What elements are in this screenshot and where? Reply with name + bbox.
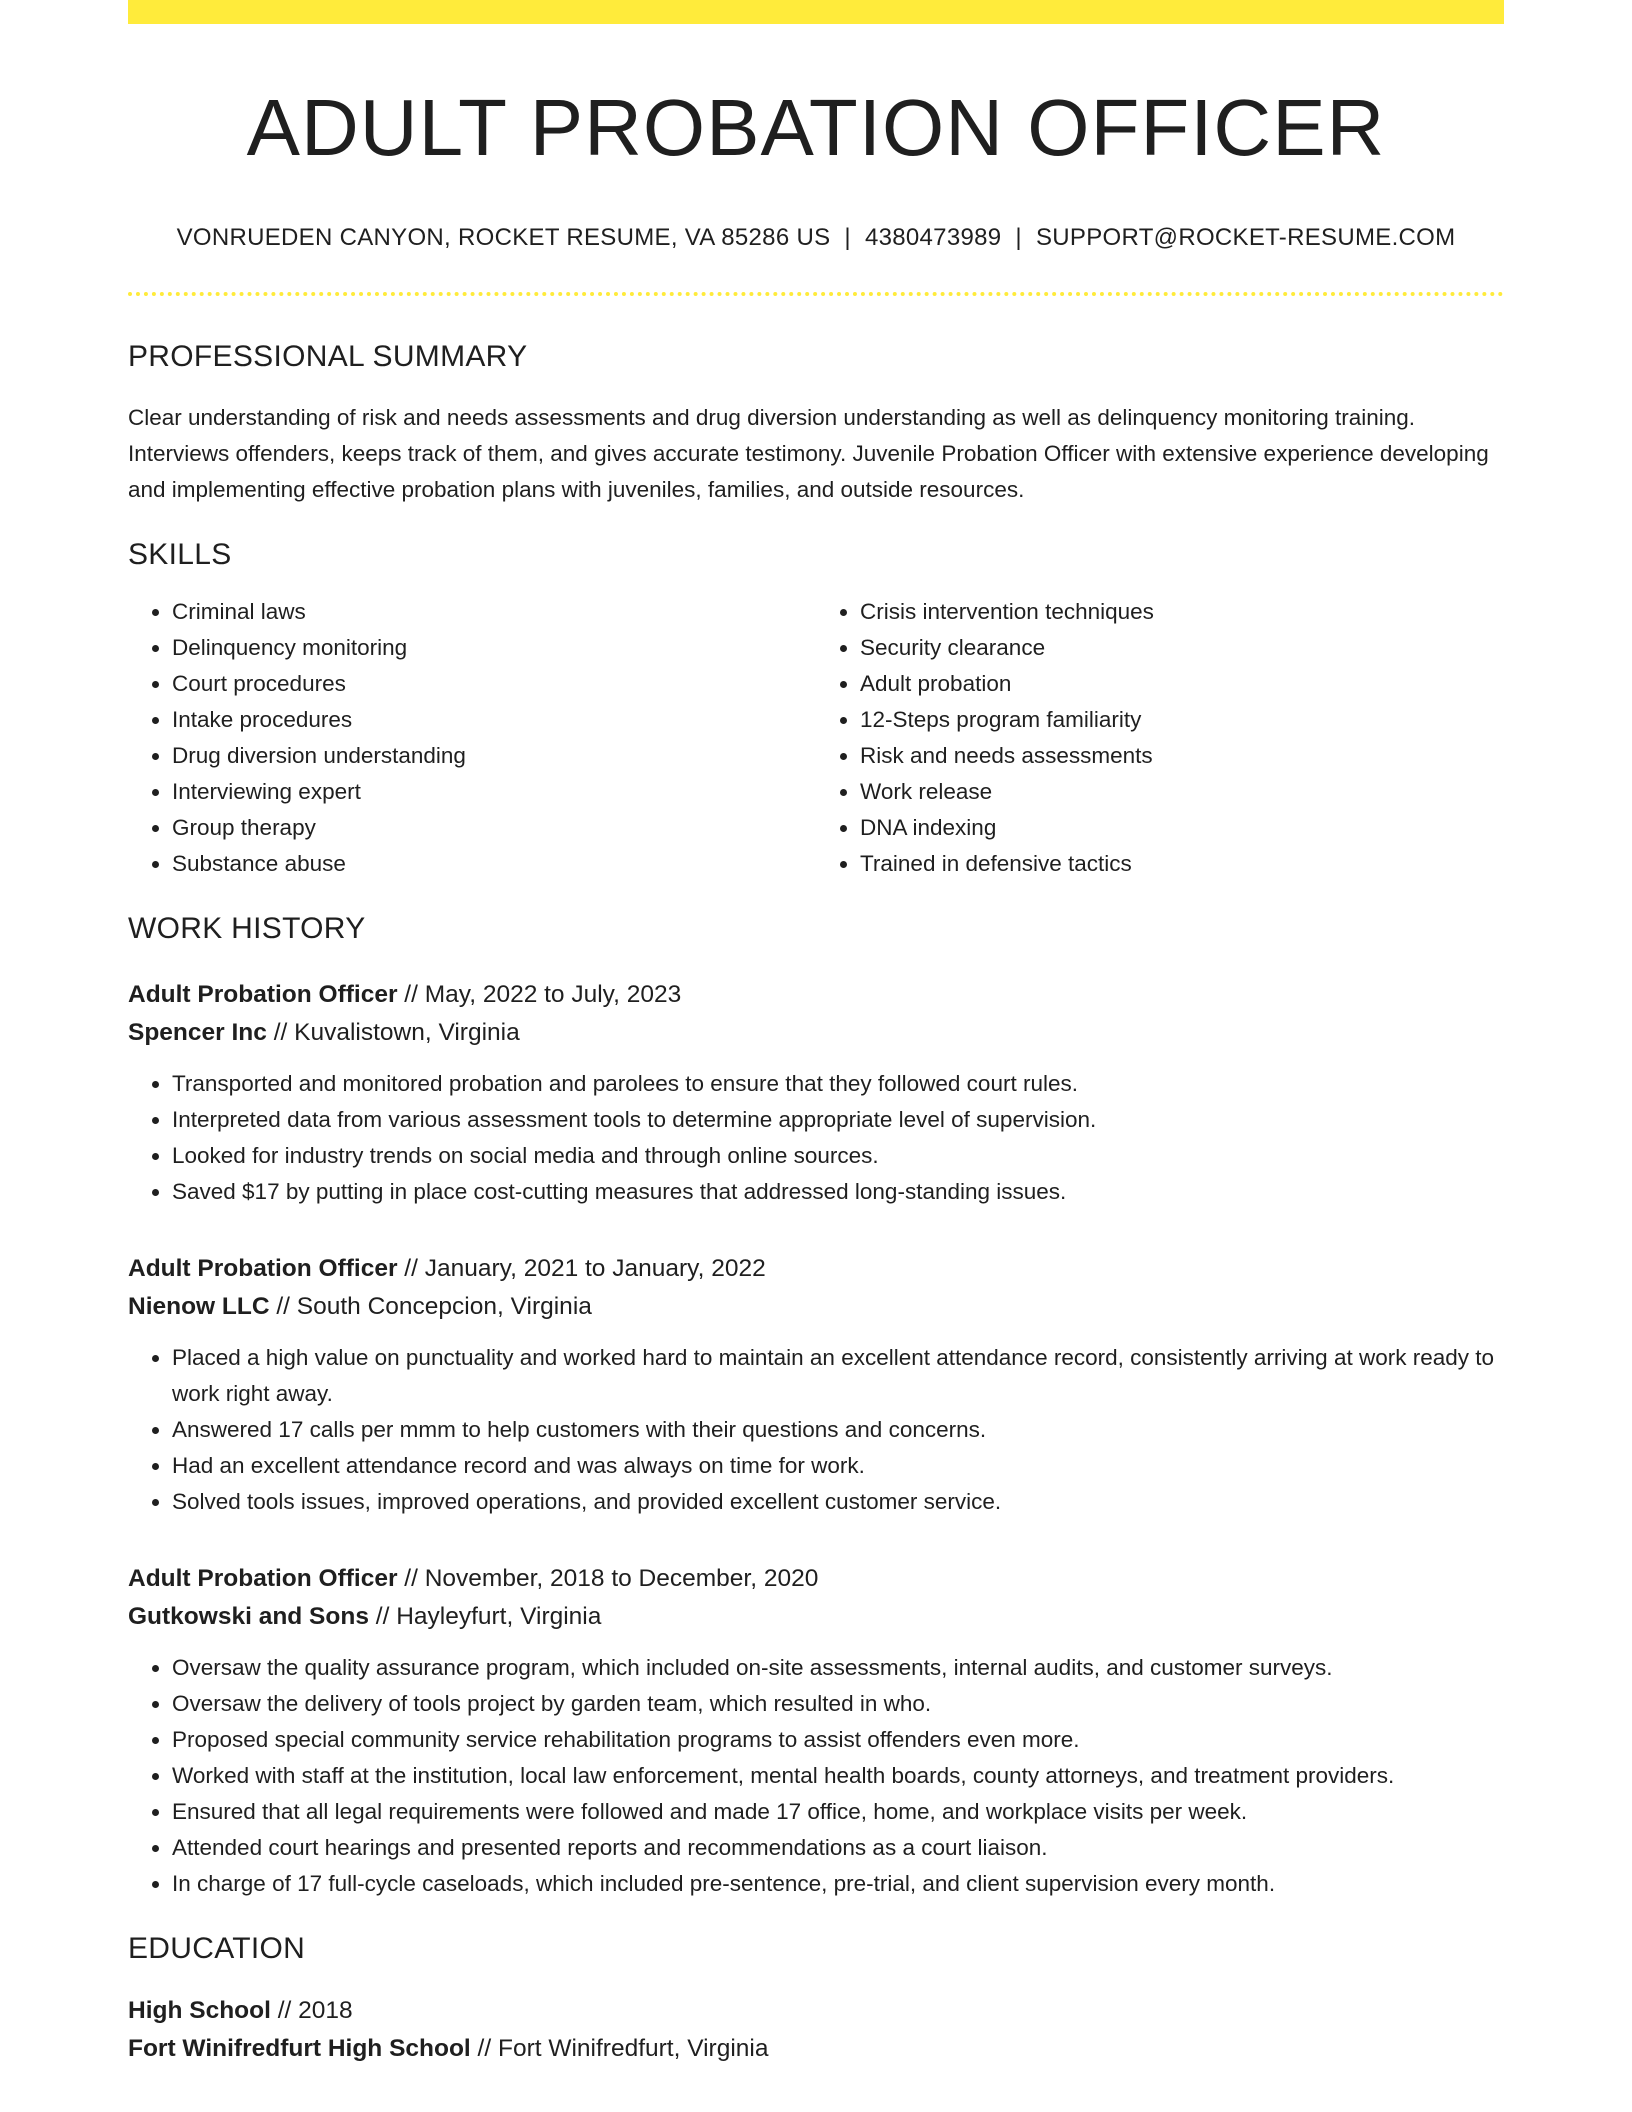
skills-column-left xyxy=(128,594,816,882)
job-bullet: • Saved $17 by putting in place cost-cutting measures that addressed long-standing issues. xyxy=(172,1174,1504,1210)
field-separator: // xyxy=(368,1603,397,1630)
job-company: Gutkowski and Sons xyxy=(128,1603,369,1630)
education-entry xyxy=(128,1992,1504,2068)
job-bullet: • Placed a high value on punctuality and worked hard to maintain an excellent attendance record, consistently arriving at work ready to work right away. xyxy=(172,1340,1504,1412)
job-title-line xyxy=(128,976,1504,1014)
job-bullet: • In charge of 17 full-cycle caseloads, which included pre-sentence, pre-trial, and client supervision every month. xyxy=(172,1866,1504,1902)
field-separator: // xyxy=(397,1255,425,1282)
job-company-line xyxy=(128,1288,1504,1326)
skill-item: • Intake procedures xyxy=(172,702,816,738)
contact-separator: | xyxy=(1015,224,1022,251)
skill-item: • Group therapy xyxy=(172,810,816,846)
job-bullet: • Answered 17 calls per mmm to help customers with their questions and concerns. xyxy=(172,1412,1504,1448)
contact-address: VONRUEDEN CANYON, ROCKET RESUME, VA 85286 US xyxy=(176,224,831,251)
dotted-divider xyxy=(128,292,1504,296)
job-entry xyxy=(128,1560,1504,1902)
job-bullet: • Oversaw the delivery of tools project by garden team, which resulted in who. xyxy=(172,1686,1504,1722)
field-separator: // xyxy=(270,1997,299,2024)
job-company: Spencer Inc xyxy=(128,1019,267,1046)
skills-column-right xyxy=(816,594,1504,882)
skill-item: • Work release xyxy=(860,774,1504,810)
field-separator: // xyxy=(269,1293,297,1320)
job-position: Adult Probation Officer xyxy=(128,1255,398,1282)
job-location: Kuvalistown, Virginia xyxy=(294,1019,520,1046)
skill-item: • Court procedures xyxy=(172,666,816,702)
skill-item: • Drug diversion understanding xyxy=(172,738,816,774)
skill-item: • Delinquency monitoring xyxy=(172,630,816,666)
job-company-line xyxy=(128,1598,1504,1636)
job-bullet: • Looked for industry trends on social media and through online sources. xyxy=(172,1138,1504,1174)
job-dates: November, 2018 to December, 2020 xyxy=(424,1565,819,1592)
contact-line xyxy=(128,224,1504,252)
field-separator: // xyxy=(470,2035,498,2062)
summary-text: Clear understanding of risk and needs assessments and drug diversion understanding as well as delinquency monitoring training. Interviews offenders, keeps track of them, and gives accurate testimony. Juvenile Probation Officer with extensive experience developing and implementing effective probation plans with juveniles, families, and outside resources. xyxy=(128,405,1489,502)
job-location: South Concepcion, Virginia xyxy=(296,1293,592,1320)
job-bullet: • Interpreted data from various assessment tools to determine appropriate level of supervision. xyxy=(172,1102,1504,1138)
job-bullet: • Had an excellent attendance record and was always on time for work. xyxy=(172,1448,1504,1484)
job-bullets xyxy=(128,1340,1504,1520)
education-degree: High School xyxy=(128,1997,271,2024)
summary-heading: PROFESSIONAL SUMMARY xyxy=(128,340,528,373)
job-company-line xyxy=(128,1014,1504,1052)
job-bullets xyxy=(128,1650,1504,1902)
job-position: Adult Probation Officer xyxy=(128,1565,398,1592)
skill-item: • DNA indexing xyxy=(860,810,1504,846)
job-title-line xyxy=(128,1250,1504,1288)
skill-item: • Criminal laws xyxy=(172,594,816,630)
field-separator: // xyxy=(397,981,425,1008)
job-location: Hayleyfurt, Virginia xyxy=(396,1603,602,1630)
education-location: Fort Winifredfurt, Virginia xyxy=(497,2035,769,2062)
job-entry xyxy=(128,976,1504,1210)
skill-item: • Trained in defensive tactics xyxy=(860,846,1504,882)
work-history-heading: WORK HISTORY xyxy=(128,912,366,945)
job-bullet: • Ensured that all legal requirements were followed and made 17 office, home, and workplace visits per week. xyxy=(172,1794,1504,1830)
contact-phone: 4380473989 xyxy=(864,224,1002,251)
job-bullet: • Attended court hearings and presented reports and recommendations as a court liaison. xyxy=(172,1830,1504,1866)
skill-item: • Crisis intervention techniques xyxy=(860,594,1504,630)
accent-bar xyxy=(128,0,1504,24)
contact-separator: | xyxy=(844,224,851,251)
job-company: Nienow LLC xyxy=(128,1293,270,1320)
job-bullet: • Oversaw the quality assurance program, which included on-site assessments, internal audits, and customer surveys. xyxy=(172,1650,1504,1686)
skill-item: • Interviewing expert xyxy=(172,774,816,810)
skills-list xyxy=(128,594,1504,882)
skill-item: • 12-Steps program familiarity xyxy=(860,702,1504,738)
resume-title: ADULT PROBATION OFFICER xyxy=(246,83,1386,172)
job-title-line xyxy=(128,1560,1504,1598)
skill-item: • Security clearance xyxy=(860,630,1504,666)
skill-item: • Substance abuse xyxy=(172,846,816,882)
field-separator: // xyxy=(397,1565,425,1592)
job-position: Adult Probation Officer xyxy=(128,981,398,1008)
skills-heading: SKILLS xyxy=(128,538,232,571)
contact-email: SUPPORT@ROCKET-RESUME.COM xyxy=(1035,224,1456,251)
job-bullet: • Solved tools issues, improved operations, and provided excellent customer service. xyxy=(172,1484,1504,1520)
skill-item: • Adult probation xyxy=(860,666,1504,702)
job-dates: January, 2021 to January, 2022 xyxy=(424,1255,766,1282)
education-degree-line xyxy=(128,1992,1504,2030)
job-bullet: • Transported and monitored probation and parolees to ensure that they followed court rules. xyxy=(172,1066,1504,1102)
education-school: Fort Winifredfurt High School xyxy=(128,2035,471,2062)
job-bullet: • Worked with staff at the institution, local law enforcement, mental health boards, county attorneys, and treatment providers. xyxy=(172,1758,1504,1794)
job-dates: May, 2022 to July, 2023 xyxy=(424,981,682,1008)
job-bullets xyxy=(128,1066,1504,1210)
education-school-line xyxy=(128,2030,1504,2068)
skill-item: • Risk and needs assessments xyxy=(860,738,1504,774)
job-bullet: • Proposed special community service rehabilitation programs to assist offenders even more. xyxy=(172,1722,1504,1758)
education-heading: EDUCATION xyxy=(128,1932,306,1965)
job-entry xyxy=(128,1250,1504,1520)
resume-page xyxy=(128,0,1504,2068)
education-year: 2018 xyxy=(298,1997,353,2024)
field-separator: // xyxy=(266,1019,295,1046)
